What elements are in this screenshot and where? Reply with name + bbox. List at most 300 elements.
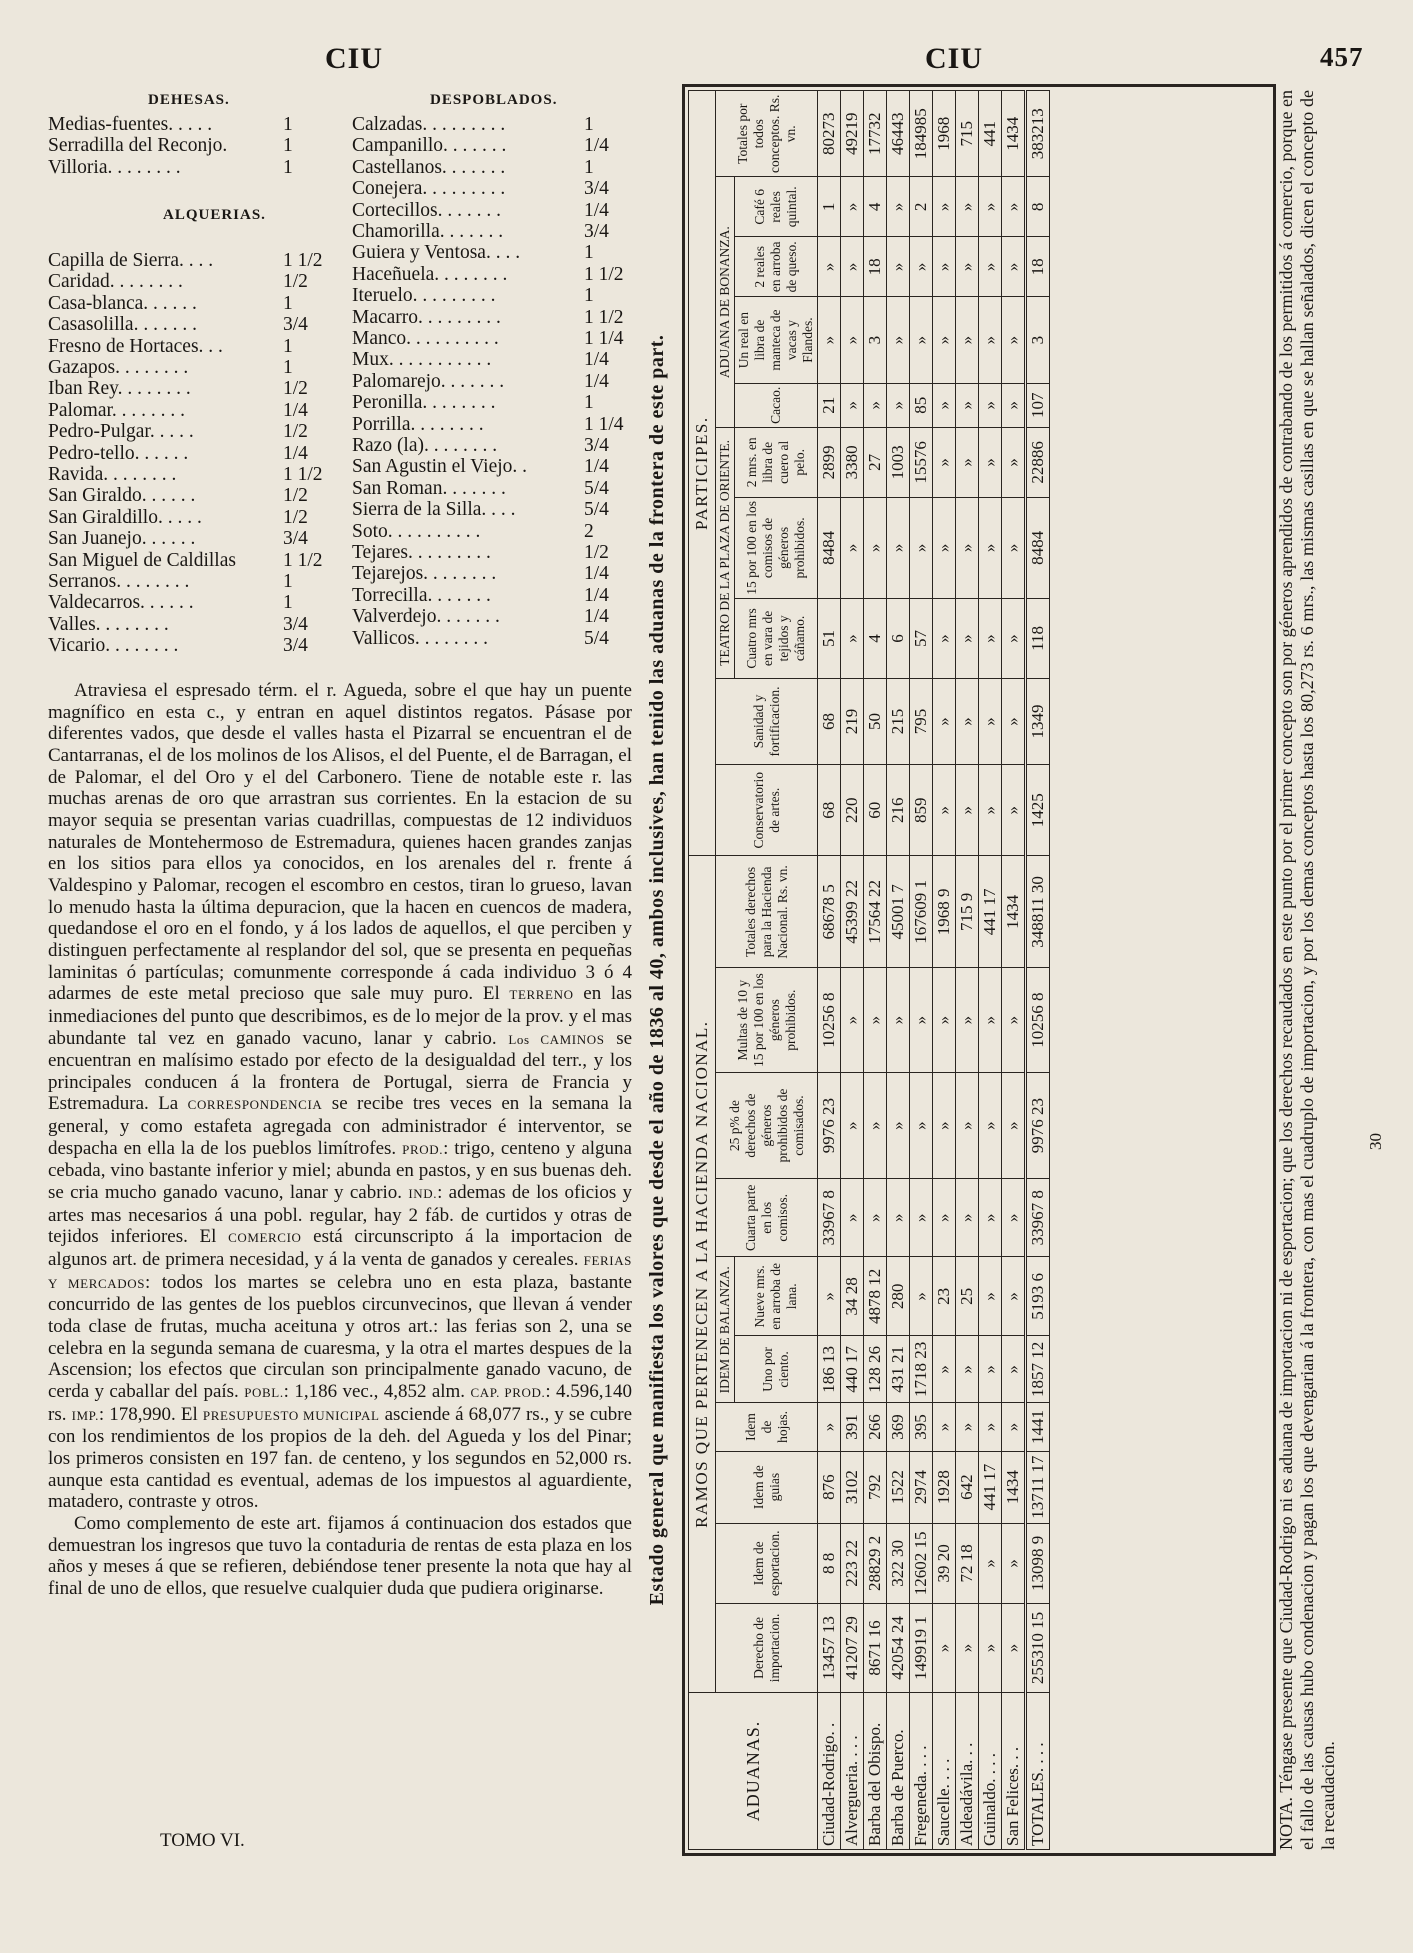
- table-cell: 15576: [910, 427, 933, 497]
- table-cell: 12602 15: [910, 1523, 933, 1603]
- place-name: Capilla de Sierra. . . .: [48, 250, 214, 271]
- place-name: Iteruelo. . . . . . . . .: [352, 285, 496, 307]
- table-cell: »: [979, 765, 1002, 856]
- table-cell: 4878 12: [864, 1257, 887, 1336]
- place-value: 1: [584, 156, 594, 178]
- table-cell: 1441: [1026, 1403, 1050, 1451]
- table-cell: »: [979, 1257, 1002, 1336]
- table-row: [864, 91, 887, 1850]
- table-cell: »: [933, 177, 956, 237]
- place-value: 1/4: [283, 442, 308, 464]
- table-cell: »: [910, 237, 933, 297]
- place-value: 1/4: [584, 349, 609, 371]
- table-cell: 128 26: [864, 1336, 887, 1403]
- place-value: 1: [584, 285, 594, 307]
- list-item: [48, 200, 618, 221]
- table-cell: »: [979, 383, 1002, 427]
- place-value: 1/2: [283, 506, 308, 528]
- table-cell: 441 17: [979, 856, 1002, 968]
- list-item: [48, 221, 618, 242]
- place-value: 3/4: [283, 635, 308, 657]
- table-cell: 13098 9: [1026, 1523, 1050, 1603]
- list-item: [48, 135, 618, 156]
- place-value: 1: [584, 242, 594, 264]
- table-cell: »: [956, 1072, 979, 1179]
- table-cell: 41207 29: [841, 1603, 864, 1692]
- table-cell: »: [979, 1523, 1002, 1603]
- table-cell: 5193 6: [1026, 1257, 1050, 1336]
- list-item: [48, 542, 618, 563]
- place-value: 3/4: [283, 613, 308, 635]
- customs-table: [688, 90, 1050, 1850]
- table-cell: 107: [1026, 383, 1050, 427]
- table-cell: »: [933, 497, 956, 598]
- table-cell: »: [979, 497, 1002, 598]
- table-cell: 17732: [864, 91, 887, 177]
- place-value: 2: [584, 520, 594, 542]
- aduana-name: Alvergueria. . . .: [841, 1693, 864, 1850]
- running-head-middle: CIU: [925, 42, 984, 75]
- table-cell: 8484: [1026, 497, 1050, 598]
- place-value: 1: [283, 357, 293, 378]
- table-cell: »: [1002, 598, 1026, 678]
- table-cell: 33967 8: [818, 1179, 841, 1257]
- table-cell: »: [979, 968, 1002, 1072]
- place-name: Haceñuela. . . . . . . .: [352, 263, 508, 285]
- place-name: Campanillo. . . . . . .: [352, 135, 507, 157]
- table-row: [910, 91, 933, 1850]
- place-name: Guiera y Ventosa. . . .: [352, 242, 521, 264]
- h6: Cuarta parte en los comisos.: [716, 1179, 818, 1257]
- table-cell: 1857 12: [1026, 1336, 1050, 1403]
- table-cell: »: [956, 598, 979, 678]
- table-cell: 46443: [887, 91, 910, 177]
- table-cell: »: [933, 297, 956, 383]
- table-row: [933, 91, 956, 1850]
- page-marker: 30: [1366, 1133, 1385, 1150]
- table-note: NOTA. Téngase presente que Ciudad-Rodrigo ni es aduana de importacion ni de esportacion; que los derechos recaudados en este punto por el primer concepto son por géneros aprendidos de contrabando de los permitidos á comercio, porque en el fallo de las causas hubo condenacion y pagan los que devengarian á la frontera, con mas el cuadruplo de importacion, y por los demas conceptos hasta los 80,273 rs. 6 mrs., las mismas casillas en que se hallan señalados, dicen el concepto de la recaudacion.: [1276, 90, 1338, 1850]
- table-cell: 792: [864, 1451, 887, 1523]
- place-value: 3/4: [283, 314, 308, 336]
- table-cell: 1968 9: [933, 856, 956, 968]
- table-cell: »: [979, 1603, 1002, 1692]
- table-row: [1002, 91, 1026, 1850]
- aduana-name: Guinaldo. . . .: [979, 1693, 1002, 1850]
- table-cell: »: [1002, 383, 1026, 427]
- table-cell: »: [979, 1179, 1002, 1257]
- table-cell: 1434: [1002, 91, 1026, 177]
- table-cell: 3: [864, 297, 887, 383]
- table-cell: »: [864, 383, 887, 427]
- table-cell: »: [841, 598, 864, 678]
- table-cell: 220: [841, 765, 864, 856]
- place-value: 1: [283, 335, 293, 357]
- table-cell: 80273: [818, 91, 841, 177]
- table-cell: »: [887, 497, 910, 598]
- table-cell: 45399 22: [841, 856, 864, 968]
- list-item: [48, 263, 624, 285]
- table-cell: »: [956, 968, 979, 1072]
- table-cell: 186 13: [818, 1336, 841, 1403]
- table-cell: 33967 8: [1026, 1179, 1050, 1257]
- table-cell: 383213: [1026, 91, 1050, 177]
- table-cell: 10256 8: [1026, 968, 1050, 1072]
- place-value: 1/4: [584, 135, 609, 157]
- table-cell: »: [818, 297, 841, 383]
- place-value: 1 1/2: [584, 306, 624, 328]
- h4: Uno por ciento.: [735, 1336, 818, 1403]
- place-name: Torrecilla. . . . . . .: [352, 584, 491, 606]
- h14: 2 mrs. en libra de cuero al pelo.: [735, 427, 818, 497]
- h17: 2 reales en arroba de queso.: [735, 237, 818, 297]
- table-cell: »: [1002, 1072, 1026, 1179]
- list-item: [48, 242, 618, 263]
- place-name: Porrilla. . . . . . . .: [352, 413, 484, 435]
- place-value: 1 1/2: [283, 464, 323, 485]
- table-cell: »: [910, 968, 933, 1072]
- table-row: [956, 91, 979, 1850]
- place-value: 1: [283, 571, 293, 592]
- table-cell: »: [956, 427, 979, 497]
- aduana-name: San Felices. . .: [1002, 1693, 1026, 1850]
- table-cell: »: [956, 297, 979, 383]
- table-cell: 149919 1: [910, 1603, 933, 1692]
- table-cell: 18: [864, 237, 887, 297]
- table-cell: »: [1002, 968, 1026, 1072]
- table-cell: 23: [933, 1257, 956, 1336]
- place-value: 3/4: [283, 528, 308, 550]
- place-value: 1/2: [283, 271, 308, 293]
- table-cell: »: [910, 497, 933, 598]
- table-cell: »: [933, 1072, 956, 1179]
- table-cell: 9976 23: [818, 1072, 841, 1179]
- table-cell: 369: [887, 1403, 910, 1451]
- table-cell: 715: [956, 91, 979, 177]
- table-cell: 441 17: [979, 1451, 1002, 1523]
- place-name: Valles. . . . . . . .: [48, 613, 169, 635]
- table-cell: 216: [887, 765, 910, 856]
- table-cell: 441: [979, 91, 1002, 177]
- table-cell: »: [864, 968, 887, 1072]
- list-item: [48, 306, 624, 328]
- list-item: [48, 114, 618, 135]
- list-item: [48, 285, 618, 306]
- list-item: [48, 178, 618, 199]
- table-cell: »: [956, 237, 979, 297]
- place-value: 5/4: [584, 477, 609, 499]
- table-cell: 28829 2: [864, 1523, 887, 1603]
- place-name: Iban Rey. . . . . . . .: [48, 378, 191, 400]
- h8: Multas de 10 y 15 por 100 en los géneros prohibidos.: [716, 968, 818, 1072]
- table-cell: 440 17: [841, 1336, 864, 1403]
- h9: Totales derechos para la Hacienda Nacional. Rs. vn.: [716, 856, 818, 968]
- place-name: San Giraldo. . . . . .: [48, 485, 196, 507]
- sub-bonanza: ADUANA DE BONANZA.: [716, 177, 735, 427]
- place-name: Mux. . . . . . . . . . .: [352, 349, 492, 371]
- table-cell: 1003: [887, 427, 910, 497]
- table-cell: 13711 17: [1026, 1451, 1050, 1523]
- list-item: [48, 157, 618, 178]
- place-name: Palomarejo. . . . . . .: [352, 370, 505, 392]
- table-cell: 280: [887, 1257, 910, 1336]
- place-name: Chamorilla. . . . . . .: [352, 221, 504, 242]
- place-name: San Giraldillo. . . . .: [48, 506, 202, 528]
- place-name: Sierra de la Silla. . . .: [352, 499, 516, 521]
- table-cell: »: [841, 383, 864, 427]
- table-cell: 34 28: [841, 1257, 864, 1336]
- place-value: 1/4: [584, 456, 609, 478]
- aduana-name: Ciudad-Rodrigo. .: [818, 1693, 841, 1850]
- table-cell: »: [910, 1179, 933, 1257]
- place-name: Tejares. . . . . . . . .: [352, 542, 491, 563]
- table-cell: »: [910, 1257, 933, 1336]
- place-value: 1: [584, 114, 594, 135]
- table-cell: 1928: [933, 1451, 956, 1523]
- place-name: Peronilla. . . . . . . .: [352, 392, 496, 414]
- table-cell: »: [1002, 1179, 1026, 1257]
- h10: Conservatorio de artes.: [716, 765, 818, 856]
- table-cell: »: [864, 497, 887, 598]
- left-column: [48, 90, 633, 1860]
- col-aduanas: ADUANAS.: [689, 1693, 818, 1850]
- group-hacienda: RAMOS QUE PERTENECEN A LA HACIENDA NACIONAL.: [689, 856, 716, 1693]
- table-cell: »: [933, 237, 956, 297]
- table-cell: 13457 13: [818, 1603, 841, 1692]
- place-name: Castellanos. . . . . . .: [352, 156, 506, 178]
- table-cell: 255310 15: [1026, 1603, 1050, 1692]
- table-cell: »: [818, 1257, 841, 1336]
- table-cell: »: [956, 765, 979, 856]
- list-item: [48, 413, 624, 435]
- table-cell: »: [956, 1179, 979, 1257]
- place-value: 1 1/2: [584, 263, 624, 285]
- h0: Derecho de importacion.: [716, 1603, 818, 1692]
- table-cell: 215: [887, 678, 910, 764]
- aduana-name: Barba de Puerco.: [887, 1693, 910, 1850]
- h7: 25 p% de derechos de géneros prohibidos de comisados.: [716, 1072, 818, 1179]
- place-name: Villoria. . . . . . . .: [48, 156, 181, 178]
- table-cell: »: [1002, 237, 1026, 297]
- place-value: 1 1/4: [584, 328, 624, 349]
- table-cell: »: [933, 1179, 956, 1257]
- table-cell: »: [1002, 1603, 1026, 1692]
- table-cell: 60: [864, 765, 887, 856]
- table-cell: »: [956, 177, 979, 237]
- place-value: 1/2: [283, 485, 308, 507]
- table-cell: »: [910, 1072, 933, 1179]
- table-cell: 21: [818, 383, 841, 427]
- table-cell: »: [956, 1603, 979, 1692]
- table-body: [818, 91, 1050, 1850]
- table-cell: 8671 16: [864, 1603, 887, 1692]
- place-name: San Roman. . . . . . .: [352, 477, 506, 499]
- table-cell: »: [933, 1603, 956, 1692]
- table-row: [979, 91, 1002, 1850]
- sub-teatro: TEATRO DE LA PLAZA DE ORIENTE.: [716, 427, 735, 678]
- table-cell: 1522: [887, 1451, 910, 1523]
- table-cell: »: [956, 383, 979, 427]
- table-cell: »: [979, 1403, 1002, 1451]
- table-cell: »: [887, 383, 910, 427]
- table-cell: 18: [1026, 237, 1050, 297]
- table-title: Estado general que manifiesta los valores que desde el año de 1836 al 40, ambos inclusives, han tenido las aduanas de la frontera de este part.: [646, 334, 668, 1606]
- list-item: [48, 456, 618, 477]
- table-cell: »: [956, 1336, 979, 1403]
- alquerias-heading: ALQUERIAS.: [163, 207, 266, 223]
- table-cell: 72 18: [956, 1523, 979, 1603]
- place-name: Valdecarros. . . . . .: [48, 592, 194, 614]
- place-value: 1/4: [584, 563, 609, 585]
- table-cell: »: [1002, 297, 1026, 383]
- list-item: [48, 371, 618, 392]
- table-cell: »: [1002, 427, 1026, 497]
- table-cell: 266: [864, 1403, 887, 1451]
- place-value: 1/2: [584, 542, 609, 563]
- table-cell: 3102: [841, 1451, 864, 1523]
- place-value: 1 1/2: [283, 250, 323, 271]
- place-value: 5/4: [584, 627, 609, 649]
- table-cell: »: [864, 1072, 887, 1179]
- table-row: [1026, 91, 1050, 1850]
- table-cell: 9976 23: [1026, 1072, 1050, 1179]
- table-cell: »: [887, 237, 910, 297]
- despoblados-heading: DESPOBLADOS.: [430, 92, 558, 108]
- place-name: Medias-fuentes. . . . .: [48, 114, 213, 135]
- table-row: [818, 91, 841, 1850]
- h13: 15 por 100 en los comisos de géneros prohibidos.: [735, 497, 818, 598]
- list-item: [48, 328, 624, 349]
- place-value: 1: [584, 392, 594, 414]
- table-cell: 2: [910, 177, 933, 237]
- place-value: 1: [283, 135, 293, 157]
- table-cell: 184985: [910, 91, 933, 177]
- table-cell: »: [887, 968, 910, 1072]
- table-cell: 167609 1: [910, 856, 933, 968]
- table-cell: »: [933, 1403, 956, 1451]
- table-cell: 39 20: [933, 1523, 956, 1603]
- table-cell: 1425: [1026, 765, 1050, 856]
- list-item: [48, 499, 618, 520]
- table-cell: 6: [887, 598, 910, 678]
- place-value: 5/4: [584, 499, 609, 521]
- table-cell: 8 8: [818, 1523, 841, 1603]
- table-cell: »: [933, 968, 956, 1072]
- place-name: Pedro-Pulgar. . . . .: [48, 421, 194, 443]
- table-cell: 2974: [910, 1451, 933, 1523]
- place-value: 1/2: [283, 378, 308, 400]
- list-item: [48, 585, 618, 606]
- table-cell: »: [841, 237, 864, 297]
- place-value: 3/4: [584, 178, 609, 200]
- place-value: 1: [283, 114, 293, 135]
- aduana-name: Saucelle. . . .: [933, 1693, 956, 1850]
- table-cell: 68: [818, 765, 841, 856]
- h5: Nueve mrs. en arroba de lana.: [735, 1257, 818, 1336]
- place-value: 1/4: [584, 370, 609, 392]
- table-cell: »: [979, 1072, 1002, 1179]
- place-value: 1: [283, 592, 293, 614]
- table-cell: »: [1002, 1257, 1026, 1336]
- table-cell: 25: [956, 1257, 979, 1336]
- h15: Cacao.: [735, 383, 818, 427]
- table-cell: 27: [864, 427, 887, 497]
- place-name: Macarro. . . . . . . . .: [352, 306, 501, 328]
- table-cell: 4: [864, 598, 887, 678]
- table-cell: »: [887, 1179, 910, 1257]
- table-cell: »: [864, 1179, 887, 1257]
- list-item: [48, 628, 618, 649]
- place-value: 1: [283, 292, 293, 314]
- table-cell: 348811 30: [1026, 856, 1050, 968]
- table-cell: 49219: [841, 91, 864, 177]
- table-cell: »: [1002, 1336, 1026, 1403]
- table-cell: »: [933, 598, 956, 678]
- dehesas-heading: DEHESAS.: [148, 92, 230, 108]
- aduana-name: Fregeneda. . . .: [910, 1693, 933, 1850]
- h18: Café 6 reales quintal.: [735, 177, 818, 237]
- table-cell: »: [818, 1403, 841, 1451]
- table-cell: 3: [1026, 297, 1050, 383]
- running-head-left: CIU: [325, 42, 384, 75]
- table-cell: »: [841, 497, 864, 598]
- table-cell: 3380: [841, 427, 864, 497]
- table-cell: »: [956, 678, 979, 764]
- table-cell: 68: [818, 678, 841, 764]
- table-cell: 51: [818, 598, 841, 678]
- table-cell: 68678 5: [818, 856, 841, 968]
- table-cell: 1349: [1026, 678, 1050, 764]
- volume-label: TOMO VI.: [160, 1830, 245, 1851]
- table-cell: 431 21: [887, 1336, 910, 1403]
- h16: Un real en libra de manteca de vacas y Flandes.: [735, 297, 818, 383]
- table-cell: »: [1002, 177, 1026, 237]
- table-cell: »: [910, 297, 933, 383]
- place-name: Valverdejo. . . . . . .: [352, 606, 500, 628]
- place-value: 1/4: [283, 399, 308, 421]
- place-value: 3/4: [584, 221, 609, 242]
- aduana-name: Aldeadávila. . .: [956, 1693, 979, 1850]
- place-name: Serranos. . . . . . . .: [48, 571, 190, 592]
- article-text: [48, 680, 632, 1600]
- rotated-customs-table-block: [646, 90, 1406, 1850]
- table-cell: »: [933, 383, 956, 427]
- table-cell: »: [887, 177, 910, 237]
- table-cell: »: [887, 1072, 910, 1179]
- table-cell: 876: [818, 1451, 841, 1523]
- place-value: 1/4: [584, 606, 609, 628]
- list-item: [48, 349, 618, 370]
- list-item: [48, 435, 618, 456]
- table-cell: 642: [956, 1451, 979, 1523]
- table-cell: 57: [910, 598, 933, 678]
- table-cell: 42054 24: [887, 1603, 910, 1692]
- table-cell: »: [887, 297, 910, 383]
- h19: Totales por todos conceptos. Rs. vn.: [716, 91, 818, 177]
- place-value: 1: [283, 156, 293, 178]
- table-cell: 1: [818, 177, 841, 237]
- table-cell: »: [1002, 1523, 1026, 1603]
- place-name: Casa-blanca. . . . . .: [48, 292, 197, 314]
- table-cell: »: [979, 1336, 1002, 1403]
- place-name: Vallicos. . . . . . . .: [352, 627, 488, 649]
- place-name: Pedro-tello. . . . . .: [48, 442, 189, 464]
- page-number: 457: [1320, 42, 1364, 72]
- table-cell: »: [979, 237, 1002, 297]
- place-value: 1/4: [584, 584, 609, 606]
- table-cell: »: [979, 678, 1002, 764]
- list-item: [48, 392, 618, 413]
- place-name: Tejarejos. . . . . . . .: [352, 563, 497, 585]
